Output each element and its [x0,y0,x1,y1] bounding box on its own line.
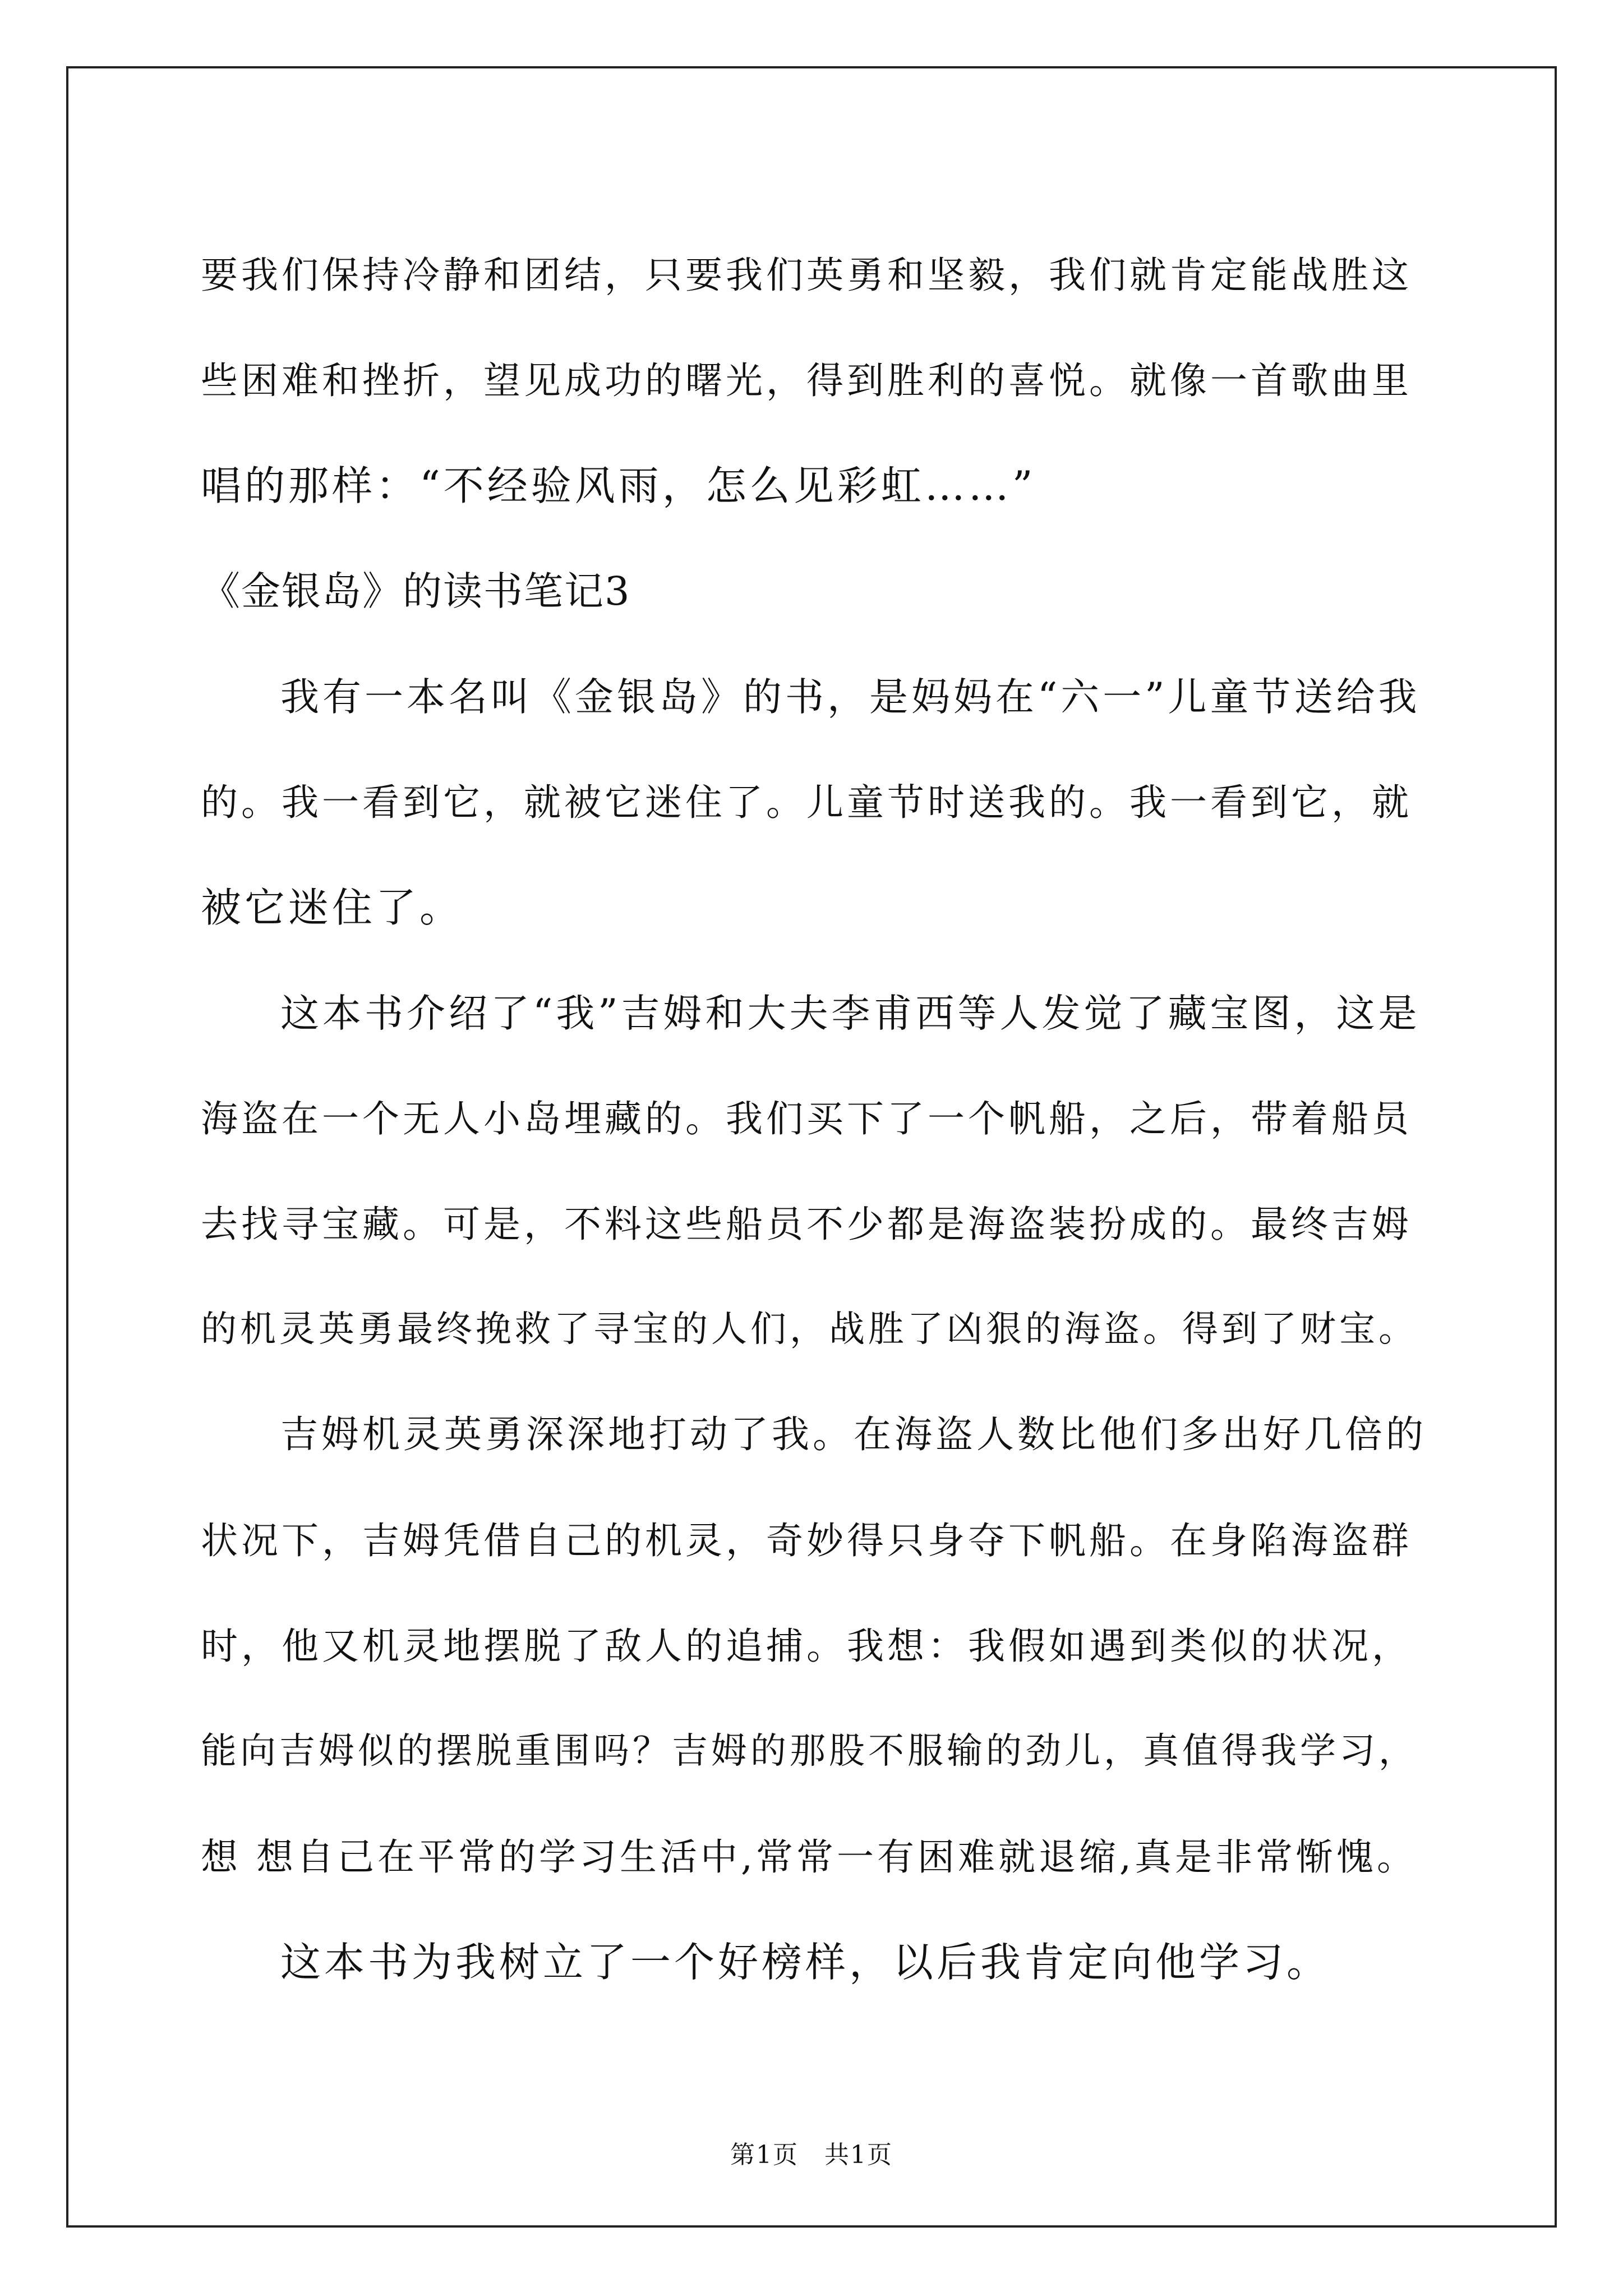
paragraph-line: 海盗在一个无人小岛埋藏的。我们买下了一个帆船，之后，带着船员 [201,1097,1412,1140]
page-footer: 第1页 共1页 [730,2141,893,2169]
section-heading: 《金银岛》的读书笔记3 [201,568,631,614]
paragraph-line: 这本书介绍了“我”吉姆和大夫李甫西等人发觉了藏宝图，这是 [280,991,1421,1036]
paragraph-line: 唱的那样：“不经验风雨，怎么见彩虹……” [201,462,1036,509]
paragraph-line: 我有一本名叫《金银岛》的书，是妈妈在“六一”儿童节送给我 [280,674,1421,720]
paragraph-line: 时，他又机灵地摆脱了敌人的追捕。我想：我假如遇到类似的状况， [201,1624,1412,1668]
paragraph-line: 的机灵英勇最终挽救了寻宝的人们，战胜了凶狠的海盗。得到了财宝。 [201,1309,1418,1350]
paragraph-line: 能向吉姆似的摆脱重围吗？吉姆的那股不服输的劲儿，真值得我学习， [201,1731,1418,1772]
paragraph-line: 想 想自己在平常的学习生活中,常常一有困难就退缩,真是非常惭愧。 [201,1835,1417,1879]
paragraph-line: 些困难和挫折，望见成功的曙光，得到胜利的喜悦。就像一首歌曲里 [201,358,1412,402]
paragraph-line: 被它迷住了。 [201,884,464,931]
paragraph-line: 这本书为我树立了一个好榜样，以后我肯定向他学习。 [280,1939,1331,1986]
paragraph-line: 要我们保持冷静和团结，只要我们英勇和坚毅，我们就肯定能战胜这 [201,253,1412,297]
paragraph-line: 去找寻宝藏。可是，不料这些船员不少都是海盗装扮成的。最终吉姆 [201,1202,1412,1246]
paragraph-line: 吉姆机灵英勇深深地打动了我。在海盗人数比他们多出好几倍的 [280,1412,1427,1456]
document-body [201,219,1427,2012]
paragraph-line: 的。我一看到它，就被它迷住了。儿童节时送我的。我一看到它，就 [201,780,1412,824]
paragraph-line: 状况下，吉姆凭借自己的机灵，奇妙得只身夺下帆船。在身陷海盗群 [201,1519,1412,1562]
